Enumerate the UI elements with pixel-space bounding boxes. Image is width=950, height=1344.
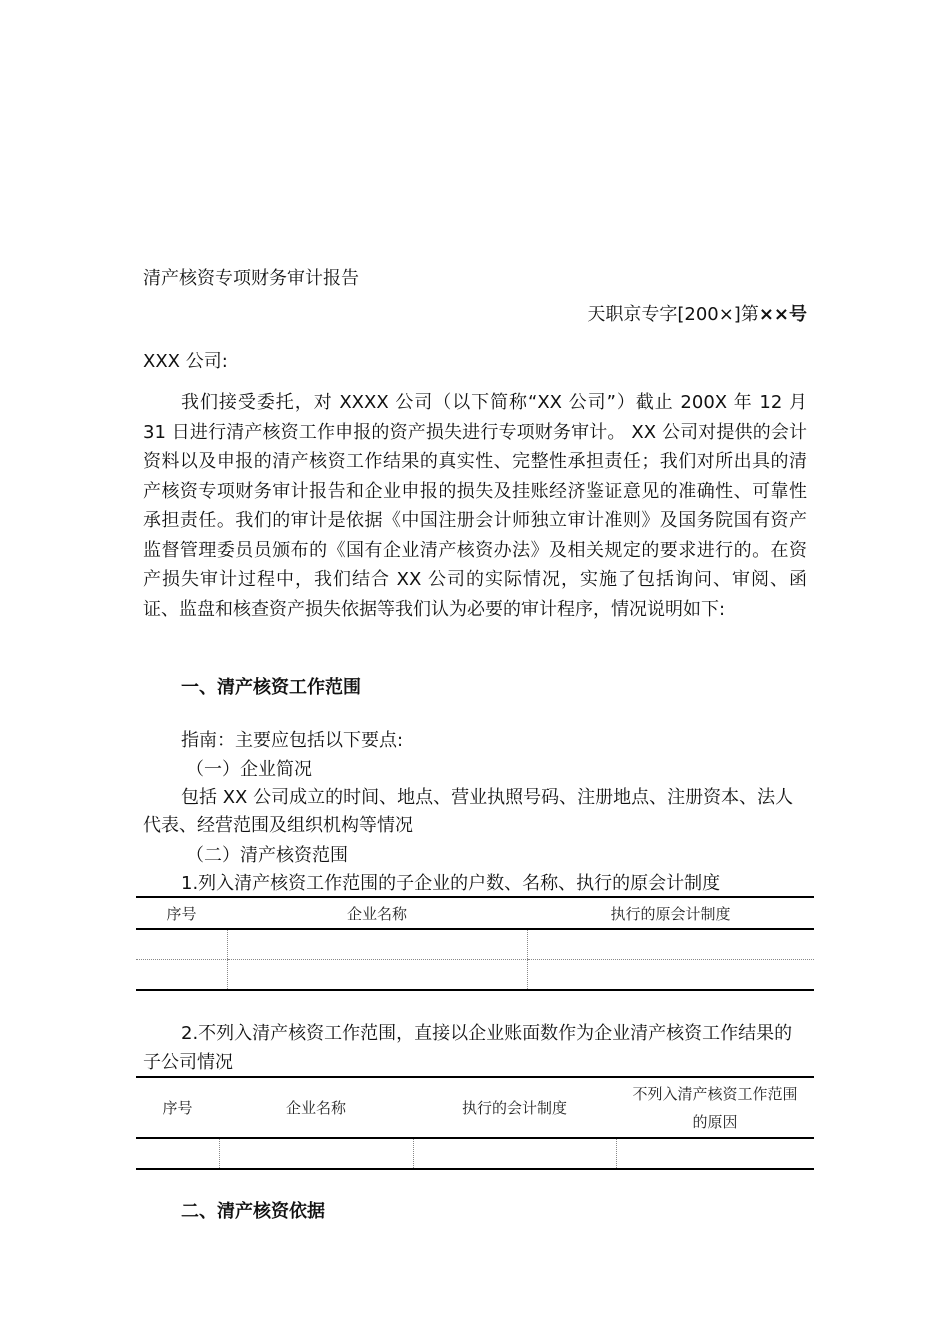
table-cell (136, 929, 227, 960)
table-cell (527, 960, 814, 991)
table-header-cell: 不列入清产核资工作范围的原因 (616, 1077, 814, 1138)
table-header-cell: 序号 (136, 1077, 219, 1138)
subheading-scope: （二）清产核资范围 (186, 845, 348, 866)
table-row (136, 929, 814, 960)
item-included-subsidiaries: 1.列入清产核资工作范围的子企业的户数、名称、执行的原会计制度 (181, 873, 721, 894)
addressee: XXX 公司: (143, 351, 228, 372)
guide-line: 指南：主要应包括以下要点: (181, 730, 404, 751)
table-header-row (136, 1077, 814, 1138)
table-cell (616, 1138, 814, 1169)
table-cell (527, 929, 814, 960)
table-cell (227, 929, 527, 960)
subheading-company-overview: （一）企业简况 (186, 759, 312, 780)
table-cell (227, 960, 527, 991)
item-excluded-subsidiaries: 2.不列入清产核资工作范围，直接以企业账面数作为企业清产核资工作结果的子公司情况 (143, 1023, 793, 1073)
included-subsidiaries-table (136, 896, 814, 991)
table-row (136, 1138, 814, 1169)
table-cell (413, 1138, 616, 1169)
table-header-cell: 执行的原会计制度 (527, 897, 814, 929)
report-title: 清产核资专项财务审计报告 (143, 268, 359, 289)
document-number (587, 300, 807, 326)
table-header-cell: 执行的会计制度 (413, 1077, 616, 1138)
table-cell (219, 1138, 413, 1169)
table-row (136, 960, 814, 991)
section-heading-basis: 二、清产核资依据 (181, 1201, 325, 1222)
table-cell (136, 1138, 219, 1169)
company-overview-text: 包括 XX 公司成立的时间、地点、营业执照号码、注册地点、注册资本、法人代表、经营范围及组织机构等情况 (143, 787, 794, 836)
intro-paragraph: 我们接受委托，对 XXXX 公司（以下简称“XX 公司”）截止 200X 年 12 月 31 日进行清产核资工作申报的资产损失进行专项财务审计。 XX 公司对提供的会计资料以及申报的清产核资工作结果的真实性、完整性承担责任；我们对所出具的清产核资专项财务审计报告和企业申报的损失及挂账经济鉴证意见的准确性、可靠性承担责任。我们的审计是依据《中国注册会计师独立审计准则》及国务院国有资产监督管理委员员颁布的《国有企业清产核资办法》及相关规定的要求进行的。在资产损失审计过程中，我们结合 XX 公司的实际情况，实施了包括询问、审阅、函证、监盘和核查资产损失依据等我们认为必要的审计程序，情况说明如下: (143, 392, 807, 620)
table-header-cell: 序号 (136, 897, 227, 929)
document-number-prefix: 天职京专字[200×]第 (587, 304, 759, 325)
document-number-suffix: ××号 (758, 304, 807, 325)
table-header-cell: 企业名称 (219, 1077, 413, 1138)
table-header-cell: 企业名称 (227, 897, 527, 929)
excluded-subsidiaries-table (136, 1076, 814, 1170)
section-heading-scope: 一、清产核资工作范围 (181, 677, 361, 698)
table-header-row (136, 897, 814, 929)
table-cell (136, 960, 227, 991)
